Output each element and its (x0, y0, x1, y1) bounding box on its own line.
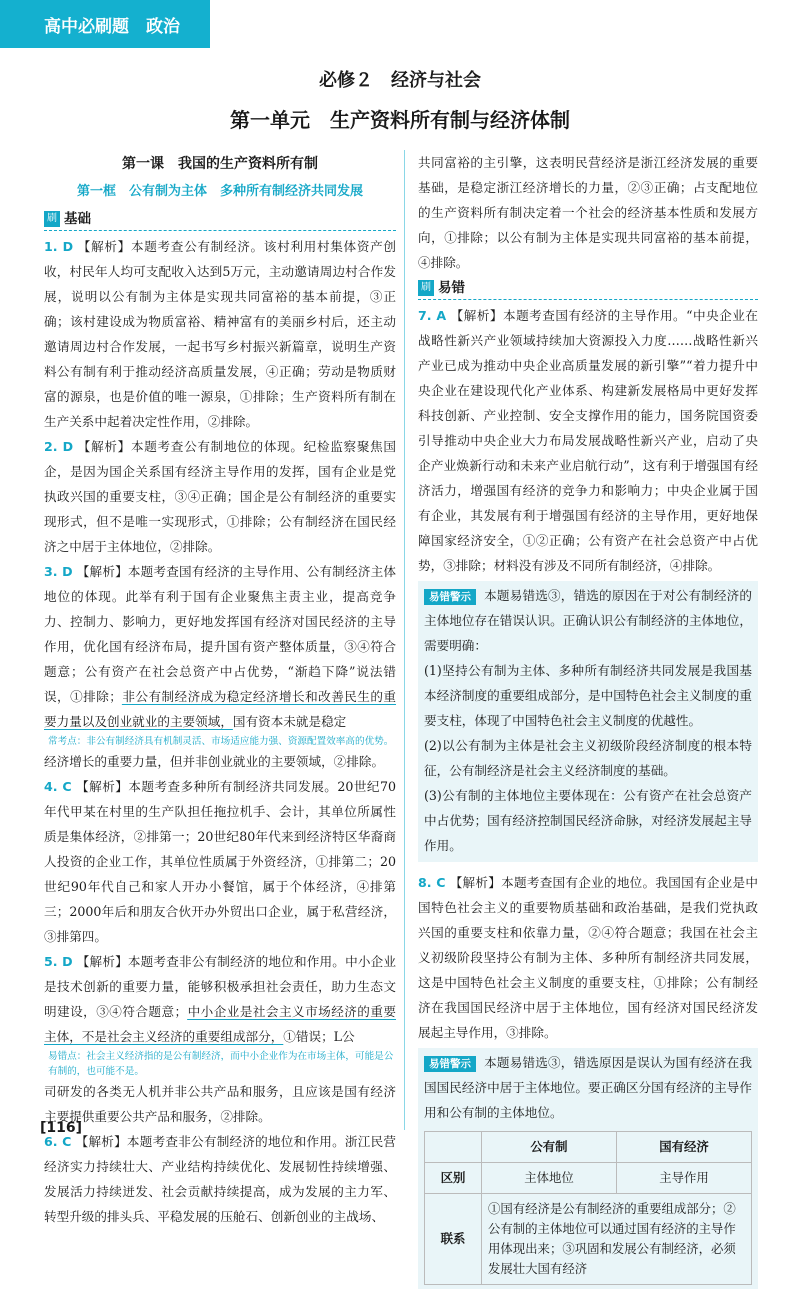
answer-body: 国有资本未就是稳定 (232, 714, 347, 729)
right-column (418, 150, 758, 1297)
row-head: 联系 (425, 1194, 482, 1285)
left-column (44, 150, 396, 1229)
table-header-row (425, 1132, 752, 1163)
table-header-cell: 国有经济 (617, 1132, 752, 1163)
answer-number: 3. D (44, 564, 73, 579)
book-title: 必修２ 经济与社会 (319, 70, 481, 91)
question-3-cont (44, 749, 396, 774)
tip-text: 本题易错选③，错选原因是误认为国有经济在我国国民经济中居于主体地位。要正确区分国有经济的主导作用和公有制的主体地位。 (424, 1055, 752, 1120)
table-row (425, 1163, 752, 1194)
table-row (425, 1194, 752, 1285)
margin-note (44, 1049, 396, 1079)
question-5 (44, 949, 396, 1049)
page-number-value: 116 (46, 1120, 76, 1136)
answer-body: 【解析】本题考查非公有制经济的地位和作用。浙江民营经济实力持续壮大、产业结构持续优化、发展韧性持续增强、发展活力持续迸发、社会贡献持续提高，成为发展的主力军、转型升级的排头兵、平稳发展的压舱石、创新创业的主战场、 (44, 1134, 396, 1224)
section-tag: 刷 (44, 211, 60, 227)
question-1 (44, 234, 396, 434)
answer-body: 【解析】本题考查国有经济的主导作用、公有制经济主体地位的体现。此举有利于国有企业聚焦主责主业，提高竞争力、控制力、影响力，更好地发挥国有经济对国民经济的主导作用，优化国有经济布局，提升国有资产整体质量，③④符合题意；公有资产在社会总资产中占优势，“渐趋下降”说法错误，①排除； (44, 564, 396, 704)
question-3 (44, 559, 396, 734)
answer-body: 【解析】本题考查多种所有制经济共同发展。20世纪70年代甲某在村里的生产队担任拖拉机手、会计，其单位所属性质是集体经济，②排第一；20世纪80年代来到经济特区华裔商人投资的企业工作，其单位性质属于外资经济，①排第二；20世纪90年代自己和家人开办小餐馆，属于个体经济，④排第三；2000年后和朋友合伙开办外贸出口企业，属于私营经济，③排第四。 (44, 779, 396, 944)
frame-title: 第一框 公有制为主体 多种所有制经济共同发展 (76, 184, 363, 199)
answer-number: 6. C (44, 1134, 72, 1149)
answer-body: 共同富裕的主引擎，这表明民营经济是浙江经济发展的重要基础，是稳定浙江经济增长的力量，②③正确；占支配地位的生产资料所有制决定着一个社会的经济基本性质和发展方向，①排除；以公有制为主体是实现共同富裕的基本前提，④排除。 (418, 155, 758, 270)
section-label: 易错 (438, 279, 465, 296)
question-5-cont (44, 1079, 396, 1129)
table-cell: 主体地位 (482, 1163, 617, 1194)
section-error (418, 277, 758, 300)
tip-text: 本题易错选③，错选的原因在于对公有制经济的主体地位存在错误认识。正确认识公有制经济的主体地位，需要明确： (424, 588, 752, 653)
question-2 (44, 434, 396, 559)
margin-note (44, 734, 396, 749)
underlined-text: 中小企业是社会主义市场经济的重要主体，不是社会主义经济的重要组成部分， (44, 1004, 397, 1044)
comparison-table (424, 1131, 752, 1285)
answer-body: 【解析】本题考查公有制经济。该村利用村集体资产创收，村民年人均可支配收入达到5万元，主动邀请周边村合作发展，说明以公有制为主体是实现共同富裕的基本前提，③正确；该村建设成为物质富裕、精神富有的美丽乡村后，还主动邀请周边村合作发展，一起书写乡村振兴新篇章，说明生产资料公有制有利于推动经济高质量发展，④正确；劳动是物质财富的源泉，也是价值的唯一源泉，①排除；生产资料所有制在生产关系中起着决定性作用，②排除。 (44, 239, 397, 429)
answer-number: 2. D (44, 439, 74, 454)
table-header-cell: 公有制 (482, 1132, 617, 1163)
section-tag: 刷 (418, 280, 434, 296)
column-divider (404, 150, 405, 1130)
answer-body: 【解析】本题考查非公有制经济的地位和作用。中小企业是技术创新的重要力量，能够积极承担社会责任，助力生态文明建设，③④符合题意； (44, 954, 396, 1019)
tip-line: (2)以公有制为主体是社会主义初级阶段经济制度的根本特征，公有制经济是社会主义经济制度的基础。 (424, 738, 752, 778)
row-head: 区别 (425, 1163, 482, 1194)
answer-number: 7. A (418, 308, 447, 323)
answer-body: 经济增长的重要力量，但并非创业就业的主要领域，②排除。 (44, 754, 385, 769)
header-label: 高中必刷题 政治 (44, 17, 180, 37)
answer-number: 8. C (418, 875, 446, 890)
answer-body: 【解析】本题考查国有企业的地位。我国国有企业是中国特色社会主义的重要物质基础和政治基础，是我们党执政兴国的重要支柱和依靠力量，②④符合题意；我国在社会主义初级阶段坚持公有制为主体、多种所有制经济共同发展，这是中国特色社会主义制度的重要支柱，①排除；公有制经济在我国国民经济中居于主体地位，国有经济对国民经济发展起主导作用，③排除。 (418, 875, 758, 1040)
table-cell: 主导作用 (617, 1163, 752, 1194)
answer-number: 5. D (44, 954, 73, 969)
section-label: 基础 (64, 210, 91, 227)
answer-number: 4. C (44, 779, 72, 794)
question-7 (418, 303, 758, 578)
tip-line: (3)公有制的主体地位主要体现在：公有资产在社会总资产中占优势；国有经济控制国民经济命脉，对经济发展起主导作用。 (424, 788, 752, 853)
question-8 (418, 870, 758, 1045)
answer-number: 1. D (44, 239, 74, 254)
question-6 (44, 1129, 396, 1229)
unit-title: 第一单元 生产资料所有制与经济体制 (230, 108, 570, 132)
section-basic (44, 208, 396, 231)
note-text: 常考点：非公有制经济具有机制灵活、市场适应能力强、资源配置效率高的优势。 (48, 736, 394, 747)
note-text: 易错点：社会主义经济指的是公有制经济，而中小企业作为在市场主体，可能是公有制的，也可能不是。 (48, 1051, 394, 1077)
table-cell: ①国有经济是公有制经济的重要组成部分；②公有制的主体地位可以通过国有经济的主导作用体现出来；③巩固和发展公有制经济，必须发展壮大国有经济 (482, 1194, 752, 1285)
tip-line: (1)坚持公有制为主体、多种所有制经济共同发展是我国基本经济制度的重要组成部分，是中国特色社会主义制度的重要支柱，体现了中国特色社会主义制度的优越性。 (424, 663, 752, 728)
answer-body: ①错误；L公 (283, 1029, 355, 1044)
error-tip-box (418, 1048, 758, 1289)
answer-body: 司研发的各类无人机并非公共产品和服务，且应该是国有经济主要提供重要公共产品和服务，②排除。 (44, 1084, 396, 1124)
underlined-text: 非公有制经济成为稳定经济增长和改善民生的重要力量以及创业就业的主要领域， (44, 689, 397, 729)
question-6-cont (418, 150, 758, 275)
answer-body: 【解析】本题考查国有经济的主导作用。“中央企业在战略性新兴产业领域持续加大资源投入力度……战略性新兴产业已成为推动中央企业高质量发展的新引擎”“着力提升中央企业在建设现代化产业体系、构建新发展格局中更好发挥科技创新、产业控制、安全支撑作用的能力，国务院国资委引导推动中央企业大力布局发展战略性新兴产业，启动了央企产业焕新行动和未来产业启航行动”，这有利于增强国有经济活力，增强国有经济的竞争力和影响力；中央企业属于国有企业，其发展有利于增强国有经济的主导作用，更好地保障国家经济安全，①②正确；公有资产在社会总资产中占优势，③排除；材料没有涉及不同所有制经济，④排除。 (418, 308, 758, 573)
tip-tag: 易错警示 (424, 1056, 476, 1072)
error-tip-box (418, 581, 758, 862)
answer-body: 【解析】本题考查公有制地位的体现。纪检监察聚焦国企，是因为国企关系国有经济主导作用的发挥，国有企业是党执政兴国的重要支柱，③④正确；国企是公有制经济的重要实现形式，但不是唯一实现形式，①排除；公有制经济在国民经济之中居于主体地位，②排除。 (44, 439, 397, 554)
tip-tag: 易错警示 (424, 589, 476, 605)
table-header-cell (425, 1132, 482, 1163)
page-number: [116] (40, 1120, 83, 1136)
question-4 (44, 774, 396, 949)
lesson-title: 第一课 我国的生产资料所有制 (122, 156, 318, 172)
